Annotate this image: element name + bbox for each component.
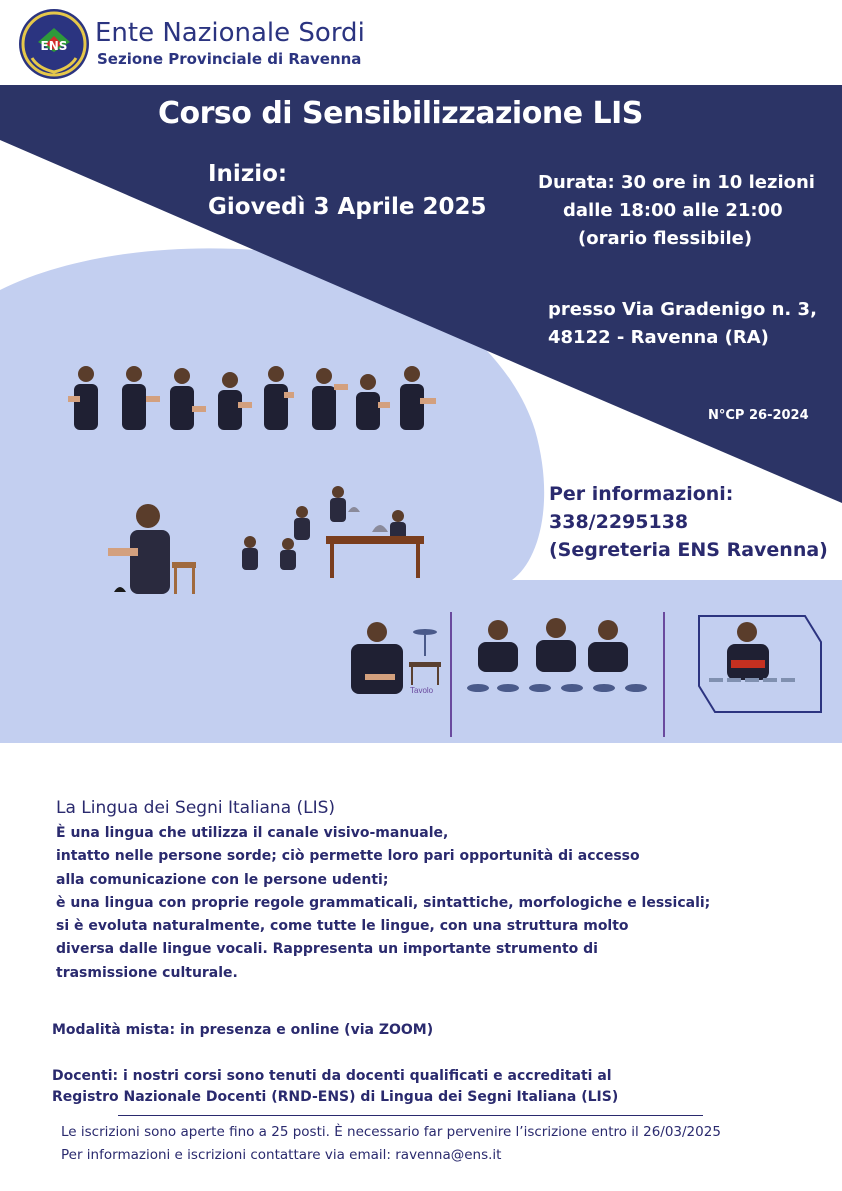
footer-registration: Le iscrizioni sono aperte fino a 25 posti. È necessario far pervenire l’iscrizione entro il 26/03/2025 xyxy=(61,1124,721,1140)
duration-line: Durata: 30 ore in 10 lezioni xyxy=(538,172,815,193)
info-label: Per informazioni: xyxy=(549,483,734,505)
signer-figure xyxy=(312,368,348,430)
docenti-line: Docenti: i nostri corsi sono tenuti da docenti qualificati e accreditati al xyxy=(52,1068,612,1084)
description-line: diversa dalle lingue vocali. Rappresenta un importante strumento di xyxy=(56,941,598,958)
signing-figures-row xyxy=(62,362,442,434)
light-blue-shape xyxy=(0,743,842,800)
description-line: è una lingua con proprie regole grammaticali, sintattiche, morfologiche e lessicali; xyxy=(56,894,711,911)
table-scene-illustration xyxy=(236,484,428,580)
room-sign-illustration xyxy=(695,612,825,716)
org-subtitle: Sezione Provinciale di Ravenna xyxy=(97,50,362,68)
description-line: alla comunicazione con le persone udenti; xyxy=(56,871,389,888)
footer xyxy=(61,1121,721,1167)
signer-cat-illustration xyxy=(104,500,200,600)
location-street: presso Via Gradenigo n. 3, xyxy=(548,299,817,320)
duration-time: dalle 18:00 alle 21:00 xyxy=(563,200,783,221)
signer-figure xyxy=(356,374,390,430)
description-line: intatto nelle persone sorde; ciò permette loro pari opportunità di accesso xyxy=(56,848,640,865)
docenti-block xyxy=(52,1066,618,1108)
signer-figure xyxy=(400,366,436,430)
ens-logo xyxy=(18,8,90,80)
description-title: La Lingua dei Segni Italiana (LIS) xyxy=(56,798,336,818)
info-phone[interactable]: 338/2295138 xyxy=(549,511,689,533)
description-line: si è evoluta naturalmente, come tutte le lingue, con una struttura molto xyxy=(56,918,629,935)
start-date: Giovedì 3 Aprile 2025 xyxy=(208,194,487,220)
docenti-line: Registro Nazionale Docenti (RND-ENS) di Lingua dei Segni Italiana (LIS) xyxy=(52,1089,619,1105)
info-block xyxy=(549,480,828,564)
org-name: Ente Nazionale Sordi xyxy=(95,18,365,48)
signer-figure xyxy=(264,366,294,430)
start-label: Inizio: xyxy=(208,161,288,187)
description-line: trasmissione culturale. xyxy=(56,964,238,981)
location-city: 48122 - Ravenna (RA) xyxy=(548,327,769,348)
signer-figure xyxy=(122,366,160,430)
description-line: È una lingua che utilizza il canale visivo-manuale, xyxy=(56,825,449,841)
signer-figure xyxy=(170,368,206,430)
duration-note: (orario flessibile) xyxy=(578,228,753,249)
footer-divider xyxy=(118,1115,703,1116)
signer-figure xyxy=(68,366,98,430)
footer-contact[interactable]: Per informazioni e iscrizioni contattare via email: ravenna@ens.it xyxy=(61,1147,502,1163)
signer-figure xyxy=(218,372,252,430)
modalita-text: Modalità mista: in presenza e online (via ZOOM) xyxy=(52,1022,434,1038)
tavolo-label: Tavolo xyxy=(410,686,434,695)
cp-code: N°CP 26-2024 xyxy=(708,408,809,423)
start-block xyxy=(208,158,487,224)
location-block xyxy=(548,296,817,352)
duration-block xyxy=(538,169,815,253)
chairs-sign-illustration xyxy=(456,618,656,718)
course-title: Corso di Sensibilizzazione LIS xyxy=(158,96,643,131)
description-section xyxy=(56,798,816,985)
svg-text:ENS: ENS xyxy=(40,39,68,53)
info-office: (Segreteria ENS Ravenna) xyxy=(549,539,828,561)
